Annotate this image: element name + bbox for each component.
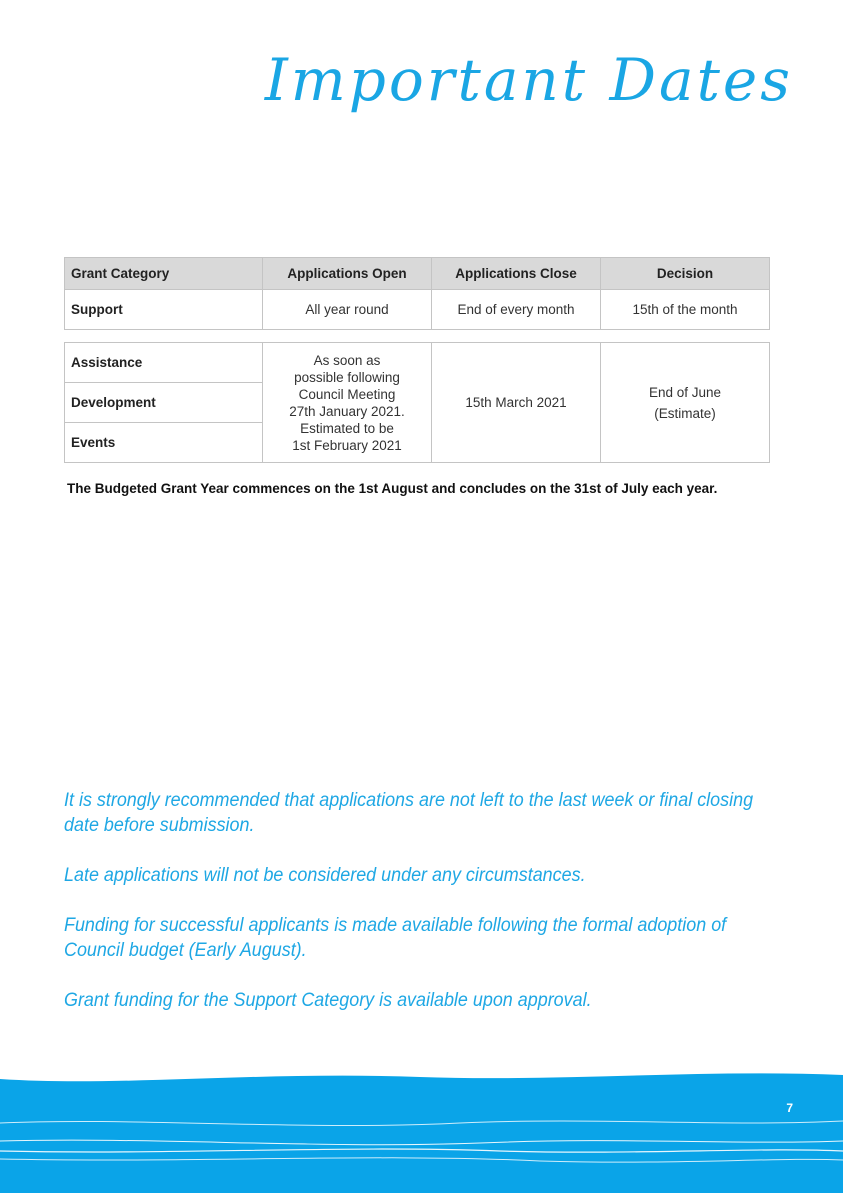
open-line: Estimated to be: [300, 420, 394, 436]
group-decision: [601, 343, 770, 463]
advice-line: Council budget (Early August).: [64, 939, 307, 961]
advice-paragraph: [64, 913, 763, 963]
group-close: 15th March 2021: [432, 343, 601, 463]
decision-line: End of June: [648, 384, 722, 400]
support-open: All year round: [263, 290, 432, 330]
category-support: Support: [65, 290, 263, 330]
grant-dates-table-group: [64, 342, 770, 463]
open-line: Council Meeting: [298, 386, 396, 402]
group-open: [263, 343, 432, 463]
header-grant-category: Grant Category: [65, 258, 263, 290]
header-decision: Decision: [601, 258, 770, 290]
open-line: possible following: [294, 369, 400, 385]
support-decision: 15th of the month: [601, 290, 770, 330]
header-applications-close: Applications Close: [432, 258, 601, 290]
advice-paragraph: [64, 988, 763, 1013]
advice-text: [64, 788, 763, 1038]
advice-line: Late applications will not be considered under any circumstances.: [64, 864, 586, 886]
advice-line: date before submission.: [64, 814, 255, 836]
page-title: Important Dates: [264, 46, 793, 114]
advice-paragraph: [64, 788, 763, 838]
decision-line: (Estimate): [654, 405, 716, 421]
table-row: [65, 343, 770, 383]
advice-line: Funding for successful applicants is made available following the formal adoption of: [64, 914, 727, 936]
header-applications-open: Applications Open: [263, 258, 432, 290]
category-events: Events: [65, 423, 263, 463]
page-number: 7: [786, 1101, 793, 1115]
support-close: End of every month: [432, 290, 601, 330]
advice-paragraph: [64, 863, 763, 888]
footer-wave-graphic: [0, 1065, 843, 1193]
grant-dates-table-support: [64, 257, 770, 330]
table-row-support: [65, 290, 770, 330]
open-line: As soon as: [313, 352, 381, 368]
category-development: Development: [65, 383, 263, 423]
table-header-row: [65, 258, 770, 290]
category-assistance: Assistance: [65, 343, 263, 383]
advice-line: Grant funding for the Support Category is available upon approval.: [64, 989, 592, 1011]
open-line: 27th January 2021.: [289, 403, 405, 419]
open-line: 1st February 2021: [292, 437, 402, 453]
advice-line: It is strongly recommended that applications are not left to the last week or final closing: [64, 789, 754, 811]
grant-year-note: The Budgeted Grant Year commences on the 1st August and concludes on the 31st of July each year.: [67, 481, 718, 496]
